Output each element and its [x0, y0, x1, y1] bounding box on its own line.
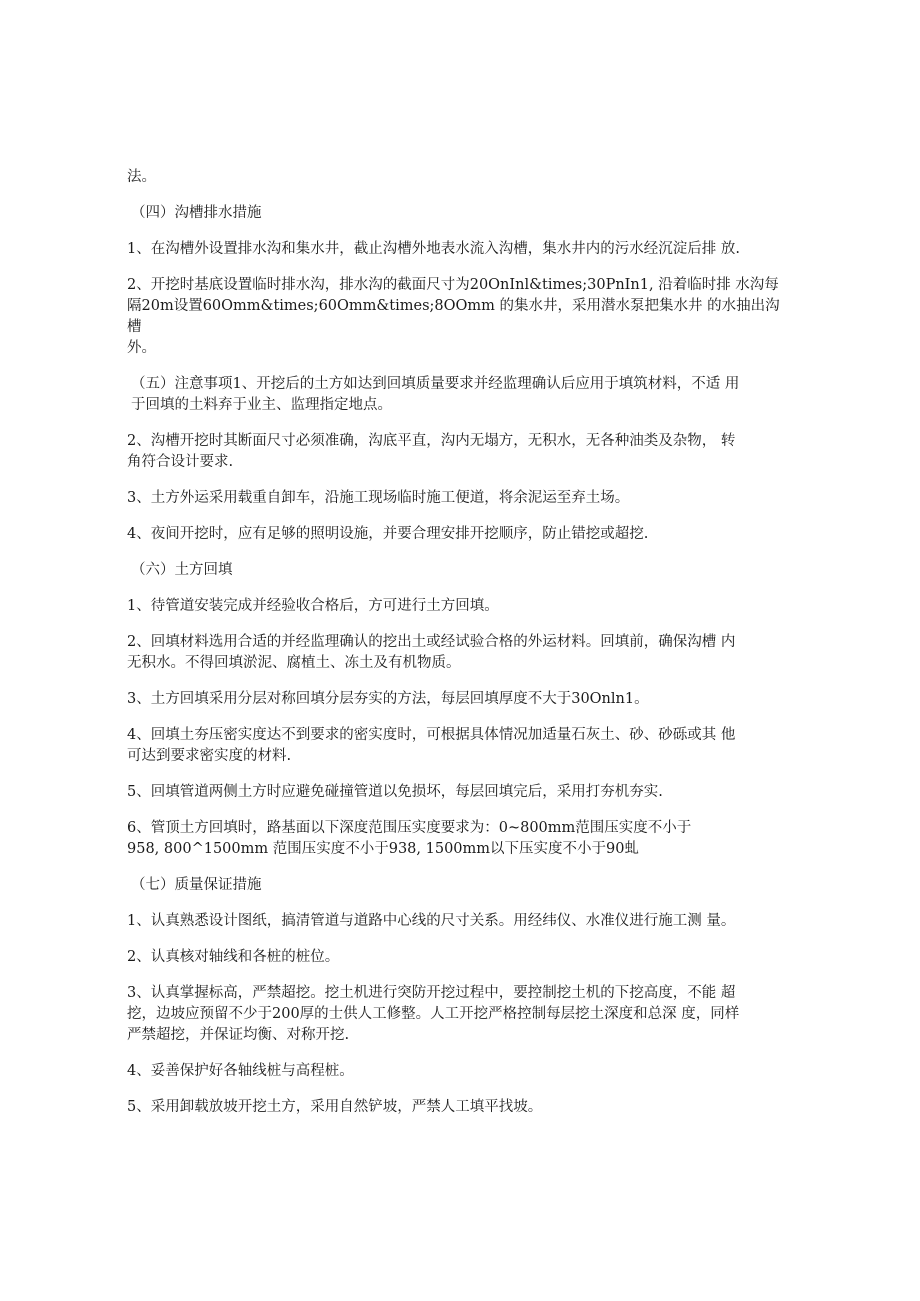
- document-body: [127, 167, 787, 1133]
- text-line: （四）沟槽排水措施: [131, 205, 262, 221]
- text-line: 1、在沟槽外设置排水沟和集水井，截止沟槽外地表水流入沟槽，集水井内的污水经沉淀后排 放.: [127, 241, 740, 257]
- paragraph: [127, 983, 787, 1046]
- text-line: 角符合设计要求.: [127, 454, 234, 470]
- paragraph: [127, 431, 787, 473]
- text-line: 于回填的土料弃于业主、监理指定地点。: [131, 397, 392, 413]
- paragraph: [127, 596, 787, 617]
- paragraph: [127, 725, 787, 767]
- text-line: 挖，边坡应预留不少于200厚的士供人工修整。人工开挖严格控制每层挖土深度和总深 度，同样: [127, 1006, 740, 1022]
- text-line: 3、土方回填采用分层对称回填分层夯实的方法，每层回填厚度不大于30Onln1。: [127, 691, 649, 707]
- paragraph: [127, 524, 787, 545]
- paragraph: [127, 911, 787, 932]
- paragraph: [127, 689, 787, 710]
- paragraph: [127, 275, 787, 359]
- text-line: 4、妥善保护好各轴线桩与高程桩。: [127, 1063, 354, 1079]
- section-heading: [127, 560, 787, 581]
- text-line: 1、认真熟悉设计图纸，搞清管道与道路中心线的尺寸关系。用经纬仪、水准仪进行施工测 量。: [127, 913, 736, 929]
- text-line: 2、回填材料选用合适的并经监理确认的挖出土或经试验合格的外运材料。回填前，确保沟槽 内: [127, 634, 736, 650]
- text-line: （七）质量保证措施: [131, 877, 262, 893]
- text-line: 2、开挖时基底设置临时排水沟，排水沟的截面尺寸为20OnInl&times;30PnIn1, 沿着临时排 水沟每: [127, 277, 779, 293]
- text-line: （五）注意事项1、开挖后的土方如达到回填质量要求并经监理确认后应用于填筑材料，不适 用: [131, 376, 740, 392]
- text-line: 6、管顶土方回填时，路基面以下深度范围压实度要求为：0~800mm范围压实度不小于: [127, 820, 692, 836]
- section-heading: [127, 203, 787, 224]
- paragraph: [127, 167, 787, 188]
- text-line: 外。: [127, 340, 156, 356]
- paragraph: [127, 1061, 787, 1082]
- text-line: 4、夜间开挖时，应有足够的照明设施，并要合理安排开挖顺序，防止错挖或超挖.: [127, 526, 649, 542]
- text-line: 2、认真核对轴线和各桩的桩位。: [127, 949, 340, 965]
- paragraph: [127, 947, 787, 968]
- section-heading: [127, 374, 787, 416]
- paragraph: [127, 782, 787, 803]
- text-line: 严禁超挖，并保证均衡、对称开挖.: [127, 1027, 350, 1043]
- text-line: 法。: [127, 169, 156, 185]
- text-line: 2、沟槽开挖时其断面尺寸必须准确，沟底平直，沟内无塌方，无积水，无各种油类及杂物， 转: [127, 433, 736, 449]
- text-line: 4、回填土夯压密实度达不到要求的密实度时，可根据具体情况加适量石灰土、砂、砂砾或其 他: [127, 727, 736, 743]
- text-line: 无积水。不得回填淤泥、腐植土、冻土及有机物质。: [127, 655, 461, 671]
- paragraph: [127, 239, 787, 260]
- text-line: 隔20m设置60Omm&times;60Omm&times;8OOmm 的集水井，采用潜水泵把集水井 的水抽出沟槽: [127, 298, 780, 335]
- section-heading: [127, 875, 787, 896]
- paragraph: [127, 488, 787, 509]
- text-line: 可达到要求密实度的材料.: [127, 748, 292, 764]
- paragraph: [127, 1097, 787, 1118]
- text-line: 3、认真掌握标高，严禁超挖。挖土机进行突防开挖过程中，要控制挖土机的下挖高度，不能 超: [127, 985, 736, 1001]
- paragraph: [127, 818, 787, 860]
- text-line: 5、采用卸载放坡开挖土方，采用自然铲坡，严禁人工填平找坡。: [127, 1099, 543, 1115]
- text-line: 1、待管道安装完成并经验收合格后，方可进行土方回填。: [127, 598, 499, 614]
- text-line: 958, 800^1500mm 范围压实度不小于938, 1500mm以下压实度不小于90虬: [127, 841, 639, 857]
- text-line: 5、回填管道两侧土方时应避免碰撞管道以免损坏，每层回填完后，采用打夯机夯实.: [127, 784, 663, 800]
- text-line: （六）土方回填: [131, 562, 233, 578]
- text-line: 3、土方外运采用载重自卸车，沿施工现场临时施工便道，将余泥运至弃土场。: [127, 490, 630, 506]
- paragraph: [127, 632, 787, 674]
